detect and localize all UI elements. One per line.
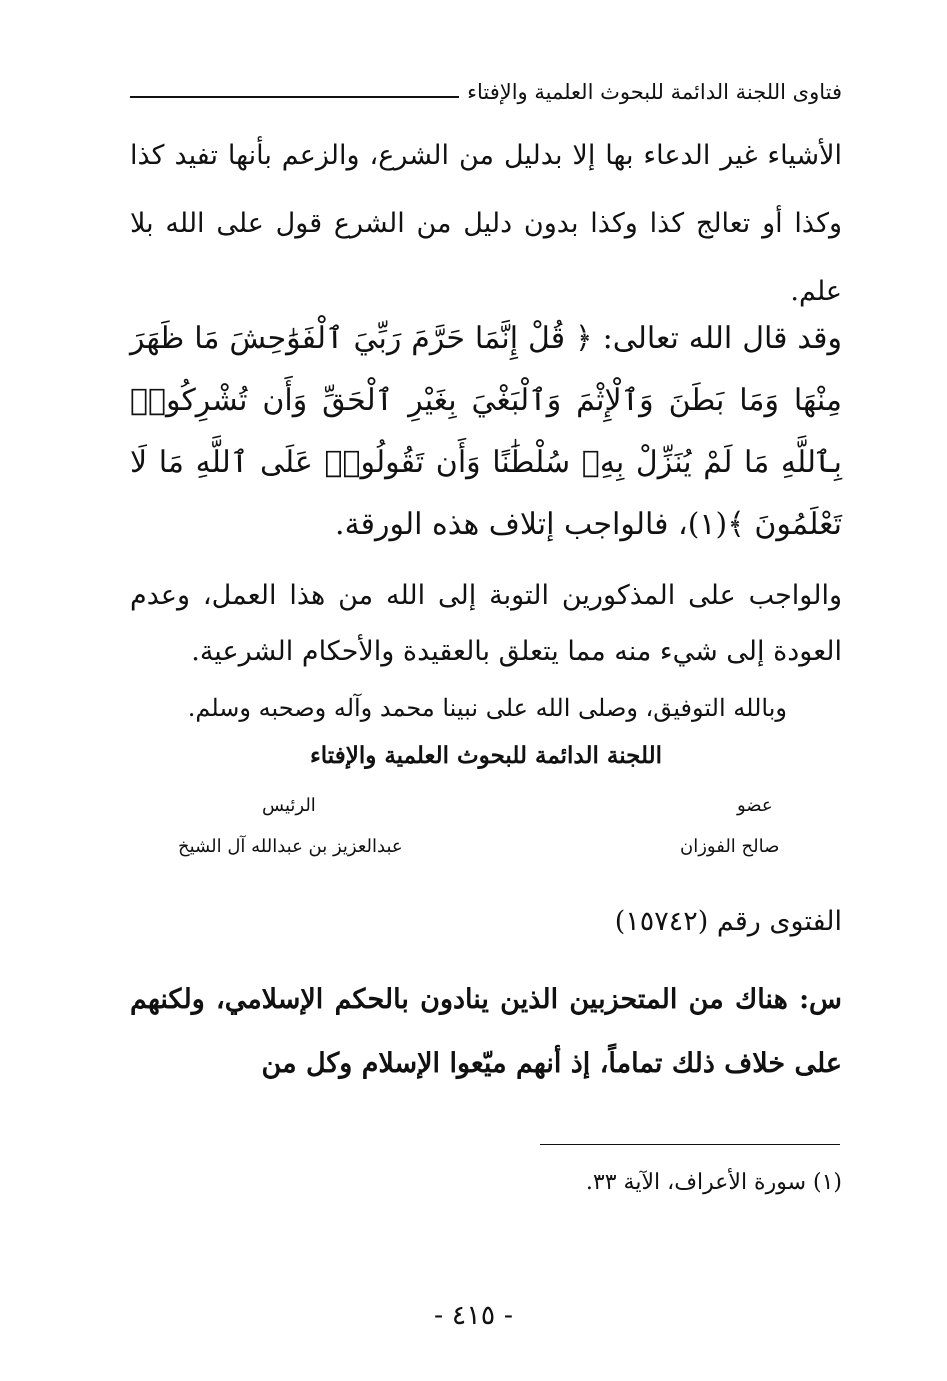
member-title: عضو bbox=[737, 795, 773, 816]
paragraph-1: الأشياء غير الدعاء بها إلا بدليل من الشرع، والزعم بأنها تفيد كذا وكذا أو تعالج كذا وكذا بدون دليل من الشرع قول على الله بلا علم. bbox=[130, 140, 843, 307]
footnote-rule bbox=[540, 1144, 840, 1145]
header-title: فتاوى اللجنة الدائمة للبحوث العلمية والإفتاء bbox=[467, 80, 842, 104]
committee-name: اللجنة الدائمة للبحوث العلمية والإفتاء bbox=[309, 742, 663, 769]
closing-line: وبالله التوفيق، وصلى الله على نبينا محمد وآله وصحبه وسلم. bbox=[187, 694, 787, 722]
page-number: - ٤١٥ - bbox=[434, 1300, 513, 1331]
running-header bbox=[130, 72, 842, 112]
header-rule bbox=[130, 96, 459, 98]
president-name: عبدالعزيز بن عبدالله آل الشيخ bbox=[178, 836, 403, 857]
member-name: صالح الفوزان bbox=[680, 836, 780, 857]
president-title: الرئيس bbox=[262, 795, 316, 816]
footnote: (١) سورة الأعراف، الآية ٣٣. bbox=[585, 1170, 842, 1195]
paragraph-3: والواجب على المذكورين التوبة إلى الله من هذا العمل، وعدم العودة إلى شيء منه مما يتعلق بالعقيدة والأحكام الشرعية. bbox=[130, 580, 842, 667]
paragraph-quran-verse: وقد قال الله تعالى: ﴿ قُلْ إِنَّمَا حَرَّمَ رَبِّيَ ٱلْفَوَٰحِشَ مَا ظَهَرَ مِنْهَا وَمَا بَطَنَ وَٱلْإِثْمَ وَٱلْبَغْيَ بِغَيْرِ ٱلْحَقِّ وَأَن تُشْرِكُوا۟ بِٱللَّهِ مَا لَمْ يُنَزِّلْ بِهِۦ سُلْطَٰنًا وَأَن تَقُولُوا۟ عَلَى ٱللَّهِ مَا لَا تَعْلَمُونَ ﴾(١)، فالواجب إتلاف هذه الورقة. bbox=[130, 321, 842, 542]
fatwa-number: الفتوى رقم (١٥٧٤٢) bbox=[614, 906, 842, 937]
question-text: س: هناك من المتحزبين الذين ينادون بالحكم الإسلامي، ولكنهم على خلاف ذلك تماماً، إذ أنهم ميّعوا الإسلام وكل من bbox=[130, 984, 842, 1079]
